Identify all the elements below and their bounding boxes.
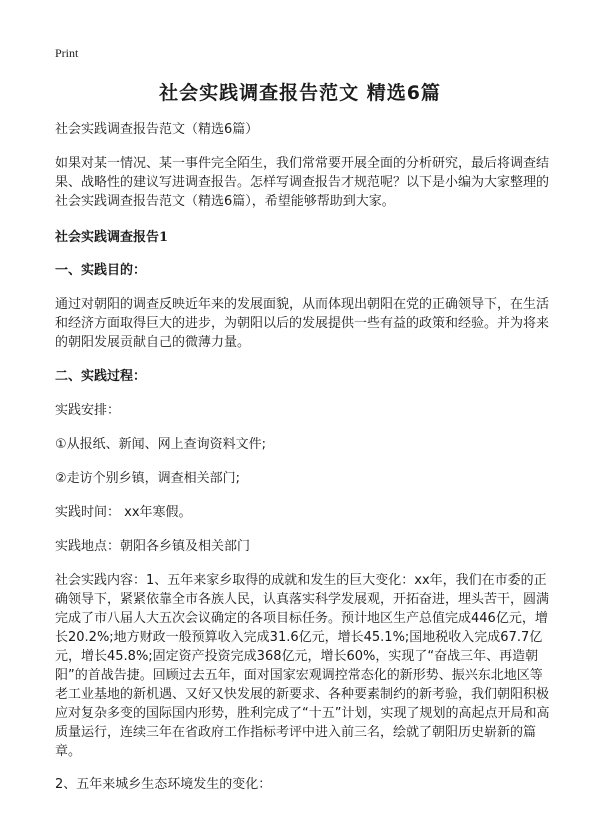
purpose-paragraph: 通过对朝阳的调查反映近年来的发展面貌，从而体现出朝阳在党的正确领导下，在生活和经济方面取得巨大的进步，为朝阳以后的发展提供一些有益的政策和经验。并为将来的朝阳发展贡献自己的微薄力量。 <box>55 297 550 350</box>
print-label: Print <box>55 46 79 60</box>
change-item-2: 2、五年来城乡生态环境发生的变化： <box>55 777 272 792</box>
section-heading-process: 二、实践过程： <box>55 369 147 384</box>
page-title: 社会实践调查报告范文 精选6篇 <box>159 82 441 104</box>
document-body <box>55 120 555 809</box>
document-subtitle: 社会实践调查报告范文（精选6篇） <box>55 122 259 137</box>
content-paragraph: 社会实践内容：1、五年来家乡取得的成就和发生的巨大变化：xx年，我们在市委的正确领导下，紧紧依靠全市各族人民，认真落实科学发展观，开拓奋进，埋头苦干，圆满完成了市八届人大五次会议确定的各项目标任务。预计地区生产总值完成446亿元，增长20.2%;地方财政一般预算收入完成31.6亿元，增长45.1%;国地税收入完成67.7亿元，增长45.8%;固定资产投资完成368亿元，增长60%，实现了“奋战三年、再造朝阳”的首战告捷。回顾过去五年，面对国家宏观调控常态化的新形势、振兴东北地区等老工业基地的新机遇、又好又快发展的新要求、各种要素制约的新考验，我们朝阳积极应对复杂多变的国际国内形势，胜利完成了“十五”计划，实现了规划的高起点开局和高质量运行，连续三年在省政府工作指标考评中进入前三名，绘就了朝阳历史崭新的篇章。 <box>55 573 550 759</box>
section-heading-purpose: 一、实践目的： <box>55 263 147 278</box>
arrangement-label: 实践安排： <box>55 403 121 418</box>
practice-place: 实践地点：朝阳各乡镇及相关部门 <box>55 539 251 554</box>
arrangement-item-2: ②走访个别乡镇，调查相关部门; <box>55 471 241 486</box>
intro-paragraph: 如果对某一情况、某一事件完全陌生，我们常常要开展全面的分析研究，最后将调查结果、战略性的建议写进调查报告。怎样写调查报告才规范呢？以下是小编为大家整理的社会实践调查报告范文（精选6篇），希望能够帮助到大家。 <box>55 156 550 209</box>
arrangement-item-1: ①从报纸、新闻、网上查询资料文件; <box>55 437 267 452</box>
practice-time: 实践时间： xx年寒假。 <box>55 505 192 520</box>
report-heading: 社会实践调查报告1 <box>55 230 169 245</box>
